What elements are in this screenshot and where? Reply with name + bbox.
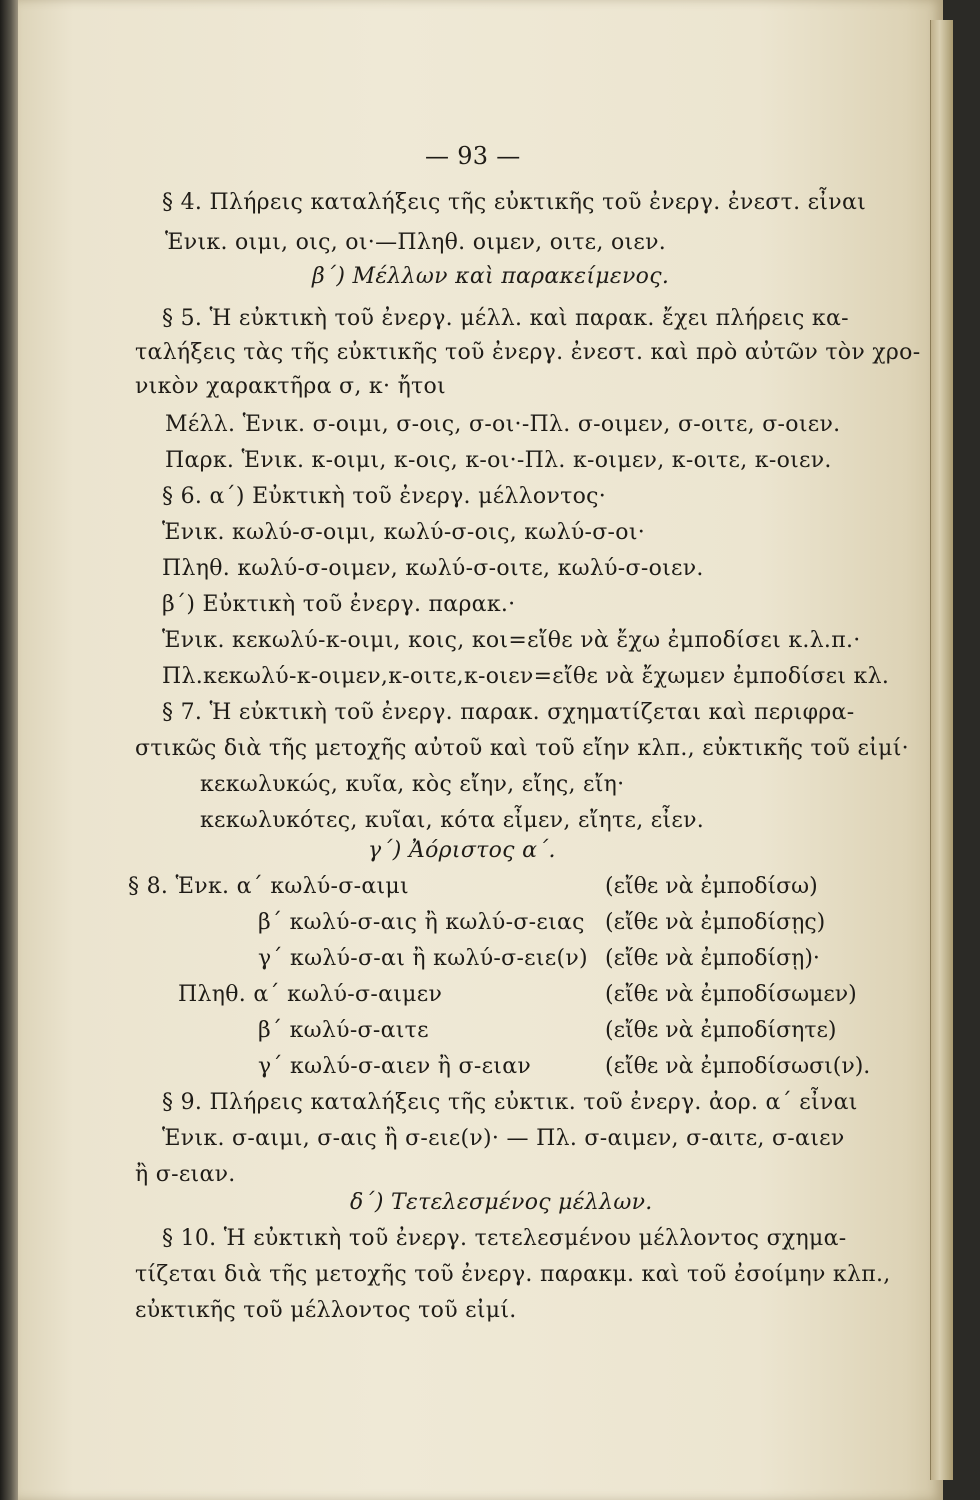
table-row-right: (εἴθε νὰ ἐμποδίσῃ)· bbox=[605, 946, 820, 971]
text-line: Ἑνικ. σ-αιμι, σ-αις ἢ σ-ειε(ν)· — Πλ. σ-αιμεν, σ-αιτε, σ-αιεν bbox=[162, 1126, 845, 1151]
table-row-left: γ΄ κωλύ-σ-αι ἢ κωλύ-σ-ειε(ν) bbox=[258, 946, 588, 971]
text-line: εὐκτικῆς τοῦ μέλλοντος τοῦ εἰμί. bbox=[135, 1298, 517, 1323]
paragraph-7: § 7. Ἡ εὐκτικὴ τοῦ ἐνεργ. παρακ. σχηματίζεται καὶ περιφρα- bbox=[162, 700, 855, 725]
text-line: ταλήξεις τὰς τῆς εὐκτικῆς τοῦ ἐνεργ. ἐνεστ. καὶ πρὸ αὐτῶν τὸν χρο- bbox=[135, 340, 921, 365]
page-number: — 93 — bbox=[425, 142, 521, 170]
section-heading-future-perfect: δ΄) Τετελεσμένος μέλλων. bbox=[350, 1190, 653, 1215]
table-row-left: β΄ κωλύ-σ-αιτε bbox=[258, 1018, 429, 1043]
text-line: Παρκ. Ἑνικ. κ-οιμι, κ-οις, κ-οι·-Πλ. κ-οιμεν, κ-οιτε, κ-οιεν. bbox=[165, 448, 832, 473]
table-row-right: (εἴθε νὰ ἐμποδίσωμεν) bbox=[605, 982, 857, 1007]
text-line: κεκωλυκότες, κυῖαι, κότα εἶμεν, εἴητε, εἶεν. bbox=[200, 808, 705, 833]
paragraph-5: § 5. Ἡ εὐκτικὴ τοῦ ἐνεργ. μέλλ. καὶ παρακ. ἔχει πλήρεις κα- bbox=[162, 306, 849, 331]
table-row-right: (εἴθε νὰ ἐμποδίσητε) bbox=[605, 1018, 837, 1043]
text-line: κεκωλυκώς, κυῖα, κὸς εἴην, εἴης, εἴη· bbox=[200, 772, 625, 797]
paragraph-6: § 6. α΄) Εὐκτικὴ τοῦ ἐνεργ. μέλλοντος· bbox=[162, 484, 607, 509]
text-line: Πληθ. κωλύ-σ-οιμεν, κωλύ-σ-οιτε, κωλύ-σ-οιεν. bbox=[162, 556, 704, 581]
text-line: β΄) Εὐκτικὴ τοῦ ἐνεργ. παρακ.· bbox=[162, 592, 516, 617]
table-row-left: Πληθ. α΄ κωλύ-σ-αιμεν bbox=[178, 982, 443, 1007]
table-row-right: (εἴθε νὰ ἐμποδίσω) bbox=[605, 874, 818, 899]
text-line: Ἑνικ. κωλύ-σ-οιμι, κωλύ-σ-οις, κωλύ-σ-οι· bbox=[162, 520, 646, 545]
text-line: Ἑνικ. κεκωλύ-κ-οιμι, κοις, κοι=εἴθε νὰ ἔχω ἐμποδίσει κ.λ.π.· bbox=[162, 628, 861, 653]
text-line: Πλ.κεκωλύ-κ-οιμεν,κ-οιτε,κ-οιεν=εἴθε νὰ ἔχωμεν ἐμποδίσει κλ. bbox=[162, 664, 890, 689]
text-line: τίζεται διὰ τῆς μετοχῆς τοῦ ἐνεργ. παρακμ. καὶ τοῦ ἐσοίμην κλπ., bbox=[135, 1262, 891, 1287]
section-heading-aorist: γ΄) Ἀόριστος α΄. bbox=[368, 838, 556, 863]
page-edge bbox=[930, 20, 953, 1480]
text-line: στικῶς διὰ τῆς μετοχῆς αὐτοῦ καὶ τοῦ εἴην κλπ., εὐκτικῆς τοῦ εἰμί· bbox=[135, 736, 909, 761]
text-line: Μέλλ. Ἑνικ. σ-οιμι, σ-οις, σ-οι·-Πλ. σ-οιμεν, σ-οιτε, σ-οιεν. bbox=[165, 412, 841, 437]
table-row-left: § 8. Ἑνκ. α΄ κωλύ-σ-αιμι bbox=[128, 874, 409, 899]
table-row-right: (εἴθε νὰ ἐμποδίσωσι(ν). bbox=[605, 1054, 871, 1079]
paragraph-10: § 10. Ἡ εὐκτικὴ τοῦ ἐνεργ. τετελεσμένου μέλλοντος σχημα- bbox=[162, 1226, 847, 1251]
paragraph-4: § 4. Πλήρεις καταλήξεις τῆς εὐκτικῆς τοῦ ἐνεργ. ἐνεστ. εἶναι bbox=[162, 190, 867, 215]
table-row-left: β΄ κωλύ-σ-αις ἢ κωλύ-σ-ειας bbox=[258, 910, 585, 935]
section-heading-future-perfect: β΄) Μέλλων καὶ παρακείμενος. bbox=[312, 264, 670, 289]
table-row-left: γ΄ κωλύ-σ-αιεν ἢ σ-ειαν bbox=[258, 1054, 532, 1079]
text-line: νικὸν χαρακτῆρα σ, κ· ἤτοι bbox=[135, 374, 446, 399]
paragraph-9: § 9. Πλήρεις καταλήξεις τῆς εὐκτικ. τοῦ ἐνεργ. ἀορ. α΄ εἶναι bbox=[162, 1090, 858, 1115]
book-binding bbox=[0, 0, 18, 1500]
text-line: ἢ σ-ειαν. bbox=[135, 1162, 236, 1187]
table-row-right: (εἴθε νὰ ἐμποδίσῃς) bbox=[605, 910, 826, 935]
text-line: Ἑνικ. οιμι, οις, οι·—Πληθ. οιμεν, οιτε, οιεν. bbox=[165, 230, 667, 255]
